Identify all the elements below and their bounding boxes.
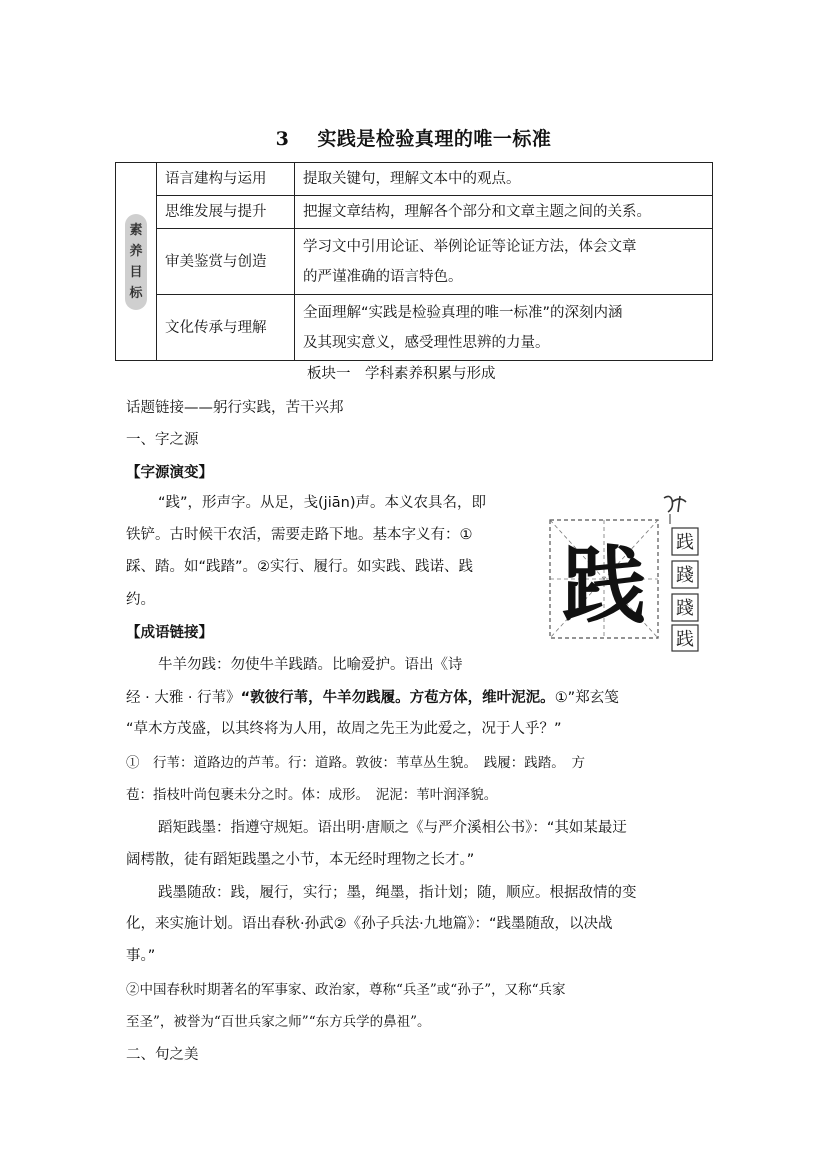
lesson-number: 3 — [275, 128, 290, 150]
goal-description: 把握文章结构，理解各个部分和文章主题之间的关系。 — [295, 196, 713, 229]
idiom-line: 化，来实施计划。语出春秋·孙武②《孙子兵法·九地篇》：“践墨随敌，以决战 — [126, 916, 613, 932]
footnote-line: ②中国春秋时期著名的军事家、政治家，尊称“兵圣”或“孙子”，又称“兵家 — [126, 982, 566, 998]
idiom-line: “草木方茂盛，以其终将为人用，故周之先王为此爱之，况于人乎？” — [126, 721, 562, 737]
idiom-line: 经 · 大雅 · 行苇》“敦彼行苇，牛羊勿践履。方苞方体，维叶泥泥。①”郑玄笺 — [126, 690, 619, 706]
page-title — [0, 124, 827, 151]
goal-description: 全面理解“实践是检验真理的唯一标准”的深刻内涵 及其现实意义，感受理性思辨的力量。 — [295, 295, 713, 361]
etymology-line: 约。 — [126, 592, 155, 608]
footnote-line: 苞：指枝叶尚包裹未分之时。体：成形。 泥泥：苇叶润泽貌。 — [126, 787, 498, 803]
etymology-line: 踩、踏。如“践踏”。②实行、履行。如实践、践诺、践 — [126, 559, 474, 575]
part-heading: 一、字之源 — [126, 432, 199, 448]
variant-character: 踐 — [676, 565, 694, 586]
goal-category: 语言建构与运用 — [157, 163, 295, 196]
goals-side-label — [116, 163, 157, 361]
idiom-line: 牛羊勿践：勿使牛羊践踏。比喻爱护。语出《诗 — [158, 657, 463, 673]
literacy-goals-table — [115, 162, 713, 361]
etymology-line: 铁铲。古时候干农活，需要走路下地。基本字义有：① — [126, 527, 473, 543]
goal-category: 思维发展与提升 — [157, 196, 295, 229]
idiom-line: 践墨随敌：践，履行，实行；墨，绳墨，指计划；随，顺应。根据敌情的变 — [158, 885, 637, 901]
big-character: 践 — [561, 537, 647, 635]
idiom-line: 阔樗散，徒有蹈矩践墨之小节，本无经时理物之长才。” — [126, 852, 475, 868]
character-evolution-figure — [548, 492, 703, 652]
goal-description: 学习文中引用论证、举例论证等论证方法，体会文章 的严谨准确的语言特色。 — [295, 229, 713, 295]
variant-character: 践 — [676, 532, 694, 553]
oracle-script-mark — [664, 496, 686, 512]
goal-category: 文化传承与理解 — [157, 295, 295, 361]
goal-category: 审美鉴赏与创造 — [157, 229, 295, 295]
variant-character: 踐 — [676, 598, 694, 619]
part-heading: 二、句之美 — [126, 1047, 199, 1063]
footnote-line: 至圣”，被誉为“百世兵家之师”“东方兵学的鼻祖”。 — [126, 1014, 431, 1030]
idiom-line: 事。” — [126, 948, 156, 964]
lesson-title: 实践是检验真理的唯一标准 — [317, 128, 552, 150]
character-evolution-image — [548, 492, 703, 652]
topic-link: 话题链接——躬行实践，苦干兴邦 — [126, 400, 344, 416]
etymology-line: “践”，形声字。从足，戋(jiān)声。本义农具名，即 — [158, 495, 486, 511]
goals-badge: 素 养 目 标 — [125, 214, 147, 310]
section-heading: 板块一 学科素养积累与形成 — [307, 366, 496, 382]
variant-character: 践 — [676, 629, 694, 650]
etymology-heading: 【字源演变】 — [126, 465, 213, 481]
footnote-line: ① 行苇：道路边的芦苇。行：道路。敦彼：苇草丛生貌。 践履：践踏。 方 — [126, 755, 585, 771]
idiom-line: 蹈矩践墨：指遵守规矩。语出明·唐顺之《与严介溪相公书》：“其如某最迂 — [158, 820, 627, 836]
goal-description: 提取关键句，理解文本中的观点。 — [295, 163, 713, 196]
idioms-heading: 【成语链接】 — [126, 625, 213, 641]
